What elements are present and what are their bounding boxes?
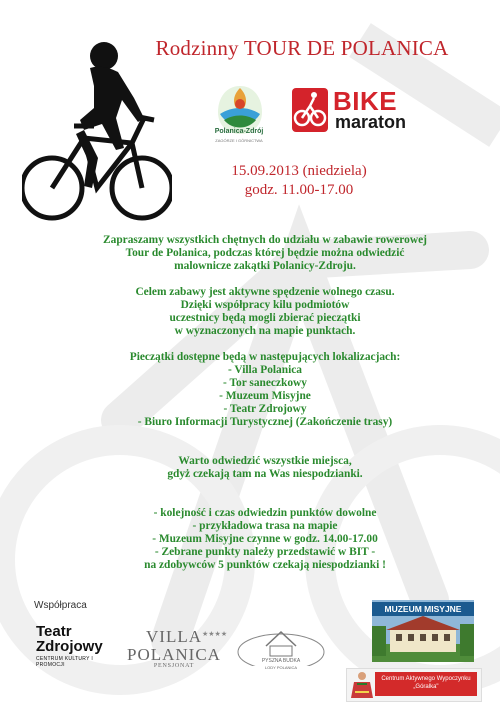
intro-line: Tour de Polanica, podczas której będzie można odwiedzić xyxy=(125,247,405,259)
goralka-logo xyxy=(346,668,482,702)
goralka-line2: „Góralka" xyxy=(413,684,439,690)
location-item: - Tor saneczkowy xyxy=(223,377,307,389)
teatr-zdrojowy-logo xyxy=(36,624,108,668)
teatr-logo-sub: CENTRUM KULTURY I PROMOCJI xyxy=(36,656,94,668)
polanica-logo-name: Polanica-Zdrój xyxy=(214,128,264,135)
intro-line: Zapraszamy wszystkich chętnych do udziału w zabawie rowerowej xyxy=(103,234,427,246)
note-line: - przykładowa trasa na mapie xyxy=(192,520,338,532)
purpose-line: Dzięki współpracy kilu podmiotów xyxy=(180,299,350,311)
event-date-block xyxy=(224,162,374,200)
event-time: godz. 11.00-17.00 xyxy=(244,182,354,198)
villa-logo-line1: VILLA xyxy=(146,627,202,646)
polanica-logo-subtitle: ZAGÓRZE I GÓRNICTWA xyxy=(215,138,263,143)
villa-logo-line2: POLANICA xyxy=(127,645,221,664)
visit-line: Warto odwiedzić wszystkie miejsca, xyxy=(178,455,352,467)
purpose-line: w wyznaczonych na mapie punktach. xyxy=(174,325,356,337)
villa-polanica-logo xyxy=(120,628,228,669)
pyszna-budka-logo xyxy=(236,634,326,674)
teatr-logo-line1: Teatr xyxy=(36,623,72,640)
muzeum-misyjne-photo xyxy=(372,600,474,662)
cooperation-label: Współpraca xyxy=(34,600,87,611)
location-item: - Teatr Zdrojowy xyxy=(223,403,307,415)
location-item: - Villa Polanica xyxy=(227,364,303,376)
pyszna-budka-sub: LODY POLANICA xyxy=(264,665,298,670)
folk-figure-icon xyxy=(349,670,375,700)
villa-stars: ★★★★ xyxy=(202,630,228,638)
note-line: - Muzeum Misyjne czynne w godz. 14.00-17.00 xyxy=(152,533,378,545)
event-description xyxy=(80,234,450,572)
intro-line: malownicze zakątki Polanicy-Zdroju. xyxy=(174,260,356,272)
pyszna-budka-name: PYSZNA BUDKA xyxy=(261,658,301,664)
page-title: Rodzinny TOUR DE POLANICA xyxy=(155,36,449,60)
goralka-line1: Centrum Aktywnego Wypoczynku xyxy=(381,676,471,682)
museum-title: MUZEUM MISYJNE xyxy=(372,602,474,616)
teatr-logo-line2: Zdrojowy xyxy=(36,638,103,655)
event-date: 15.09.2013 (niedziela) xyxy=(231,163,367,179)
visit-line: gdyż czekają tam na Was niespodzianki. xyxy=(167,468,363,480)
locations-intro: Pieczątki dostępne będą w następujących lokalizacjach: xyxy=(129,351,401,363)
location-item: - Muzeum Misyjne xyxy=(219,390,311,402)
note-line: - kolejność i czas odwiedzin punktów dowolne xyxy=(153,507,377,519)
cyclist-silhouette-icon xyxy=(22,38,172,228)
note-line: na zdobywców 5 punktów czekają niespodzianki ! xyxy=(144,559,386,571)
bike-logo-word: BIKE xyxy=(333,86,398,116)
purpose-line: Celem zabawy jest aktywne spędzenie wolnego czasu. xyxy=(135,286,395,298)
goralka-banner xyxy=(375,672,477,696)
purpose-line: uczestnicy będą mogli zbierać pieczątki xyxy=(169,312,361,324)
villa-logo-sub: PENSJONAT xyxy=(153,663,195,669)
bike-logo-subword: maraton xyxy=(335,112,407,132)
note-line: - Zebrane punkty należy przedstawić w BIT - xyxy=(154,546,376,558)
location-item: - Biuro Informacji Turystycznej (Zakończenie trasy) xyxy=(137,416,393,428)
